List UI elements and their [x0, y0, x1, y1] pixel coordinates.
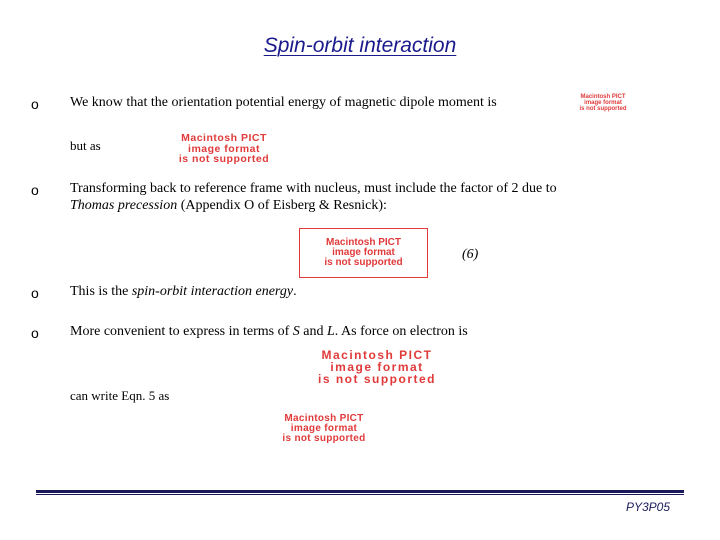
- bullet-text-dipole-energy: We know that the orientation potential energy of magnetic dipole moment is: [70, 95, 497, 110]
- thomas-precession-term: Thomas precession: [70, 198, 178, 213]
- bullet-text-transforming: Transforming back to reference frame with nucleus, must include the factor of 2 due to: [70, 181, 557, 196]
- bullet-marker: o: [31, 325, 39, 341]
- bullet-text-thomas: [70, 197, 387, 215]
- equation-number: (6): [462, 247, 479, 262]
- symbol-L: L: [327, 324, 335, 339]
- spin-orbit-term: spin-orbit interaction energy: [131, 284, 294, 299]
- pict-placeholder-image: Macintosh PICT image format is not supported: [579, 94, 627, 112]
- pict-placeholder-image: Macintosh PICT image format is not supported: [282, 413, 366, 444]
- slide-title: Spin-orbit interaction: [263, 34, 457, 57]
- spin-orbit-post: .: [293, 284, 297, 299]
- bullet-text-spin-orbit: [70, 283, 297, 301]
- pict-placeholder-image: Macintosh PICT image format is not supported: [318, 348, 436, 386]
- express-and: and: [299, 324, 327, 339]
- bullet-marker: o: [31, 96, 39, 112]
- spin-orbit-pre: This is the: [70, 284, 132, 299]
- symbol-S: S: [292, 324, 300, 339]
- but-as-text: but as: [70, 138, 101, 153]
- pict-placeholder-image: Macintosh PICT image format is not supported: [299, 228, 428, 278]
- bullet-text-express: [70, 323, 468, 341]
- express-post: . As force on electron is: [334, 324, 468, 339]
- footer-rule: [36, 490, 684, 493]
- footer-rule-thin: [36, 494, 684, 495]
- express-pre: More convenient to express in terms of: [70, 324, 293, 339]
- can-write-text: can write Eqn. 5 as: [70, 388, 170, 403]
- thomas-rest-text: (Appendix O of Eisberg & Resnick):: [177, 198, 387, 213]
- bullet-marker: o: [31, 182, 39, 198]
- bullet-marker: o: [31, 285, 39, 301]
- pict-placeholder-image: Macintosh PICT image format is not supported: [178, 132, 270, 166]
- footer-course-code: PY3P05: [625, 500, 670, 514]
